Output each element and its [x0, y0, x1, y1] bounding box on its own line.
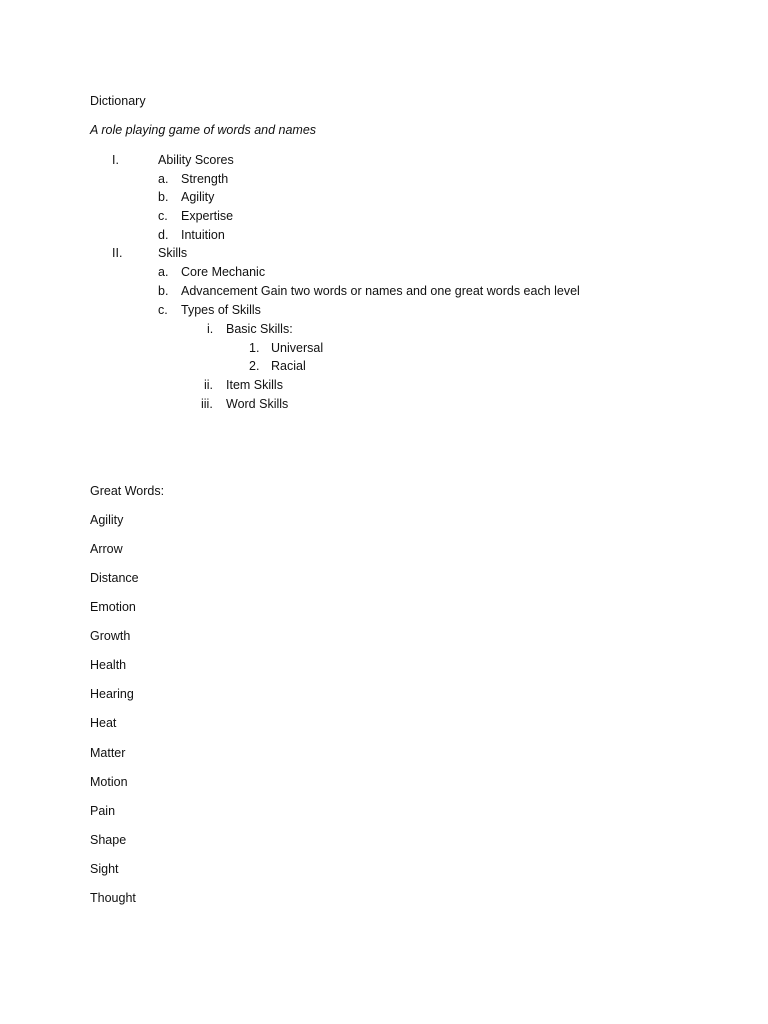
great-word-item: Arrow	[90, 542, 123, 556]
outline-item-text: Racial	[271, 359, 306, 373]
outline-marker: iii.	[201, 397, 213, 411]
outline-marker: a.	[158, 265, 169, 279]
great-word-item: Heat	[90, 716, 117, 730]
outline-item-text: Universal	[271, 341, 324, 355]
outline-item-text: Ability Scores	[158, 153, 234, 167]
great-word-item: Emotion	[90, 600, 136, 614]
outline-marker: c.	[158, 209, 168, 223]
great-word-item: Matter	[90, 746, 126, 760]
great-words-heading: Great Words:	[90, 484, 165, 498]
page-title: Dictionary	[90, 94, 146, 108]
outline-marker: b.	[158, 284, 169, 298]
outline-item-text: Intuition	[181, 228, 225, 242]
great-word-item: Hearing	[90, 687, 134, 701]
outline-marker: II.	[112, 246, 123, 260]
outline-item-text: Agility	[181, 190, 215, 204]
outline-marker: d.	[158, 228, 169, 242]
outline-item-text: Types of Skills	[181, 303, 261, 317]
outline-marker: c.	[158, 303, 168, 317]
outline-item-text: Strength	[181, 172, 229, 186]
page-subtitle: A role playing game of words and names	[90, 123, 317, 137]
great-word-item: Distance	[90, 571, 139, 585]
outline-marker: 1.	[249, 341, 260, 355]
great-word-item: Growth	[90, 629, 131, 643]
great-word-item: Thought	[90, 891, 136, 905]
outline-item-text: Item Skills	[226, 378, 283, 392]
great-word-item: Motion	[90, 775, 128, 789]
great-word-item: Sight	[90, 862, 119, 876]
outline-marker: a.	[158, 172, 169, 186]
outline-marker: b.	[158, 190, 169, 204]
great-word-item: Shape	[90, 833, 127, 847]
outline-item-text: Core Mechanic	[181, 265, 266, 279]
outline-item-text: Basic Skills:	[226, 322, 293, 336]
outline-marker: I.	[112, 153, 119, 167]
outline-item-text: Advancement Gain two words or names and one great words each level	[181, 284, 580, 298]
outline-item-text: Skills	[158, 246, 188, 260]
great-word-item: Pain	[90, 804, 116, 818]
outline-marker: i.	[207, 322, 214, 336]
outline-marker: 2.	[249, 359, 260, 373]
outline-item-text: Expertise	[181, 209, 234, 223]
outline-marker: ii.	[204, 378, 214, 392]
outline-item-text: Word Skills	[226, 397, 289, 411]
great-word-item: Agility	[90, 513, 124, 527]
great-word-item: Health	[90, 658, 127, 672]
